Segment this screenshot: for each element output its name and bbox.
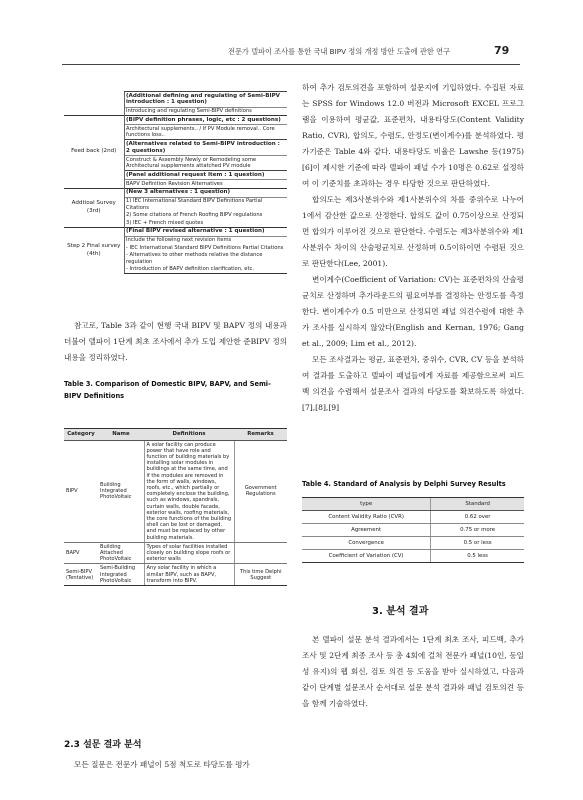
running-title: 전문가 델파이 조사를 통한 국내 BIPV 정의 개정 방안 도출에 관한 연구 [228,47,450,56]
stage-item: (BIPV definition phrases, logic, etc : 2 questions) [124,116,287,125]
type-cell: Content Validity Ratio (CVR) [302,511,431,524]
left-paragraph [64,318,287,366]
name-cell: Building Integrated PhotoVoltaic [98,440,144,542]
stage-label: Step 2 Final survey (4th) [64,227,124,273]
table-row [64,440,287,542]
stage-item: Introducing and regulating Semi-BIPV definitions [124,107,287,116]
col-header: Category [64,429,98,441]
right-paragraphs [302,80,524,416]
standard-cell: 0.5 less [431,550,524,563]
stage-item: 1) IEC International Standard BIPV Definitions Partial Citations [124,197,287,212]
stage-item: 2) Some citations of French Roofing BIPV regulations [124,212,287,220]
definition-cell: Any solar facility in which a similar BIPV, such as BAPV, transform into BIPV. [144,564,234,586]
stage-item: (Alternatives related to Semi-BIPV introduction : 2 questions) [124,140,287,156]
section-3-paragraph [302,632,524,712]
category-cell: BAPV [64,542,98,564]
stage-label: Feed back (2nd) [64,116,124,188]
table-row [302,537,524,550]
paragraph-text: 합의도는 제3사분위수와 제1사분위수의 차를 중위수로 나누어 1에서 감산한 값으로 산정한다. 합의도 값이 0.75이상으로 산정되면 합의가 이루어진 것으로 판단한다. 수렴도는 제3사분위수와 제1사분위수 차이의 산술평균치로 산정하며 0.5이하이면 수렴된 것으로 판단한다(Lee, 2001). [302,195,524,268]
paragraph-text: 변이계수(Coefficient of Variation: CV)는 표준편차의 산술평균치로 산정하며 추가라운드의 필요여부를 결정하는 안정도를 측정한다. 변이계수가 0.5 미만으로 산정되면 패널 의견수렴에 대한 추가 조사를 실시하지 않았다(English and Kernan, 1976; Gang et al., 2009; Lim et al., 2012). [302,275,524,348]
stage-item: - IEC International Standard BIPV Definitions Partial Citations [124,244,287,252]
stage-label: Addtioal Survey (3rd) [64,188,124,227]
name-cell: Building Attached PhotoVoltaic [98,542,144,564]
paragraph-text: 모든 조사결과는 평균, 표준편차, 중위수, CVR, CV 등을 분석하여 결과를 도출하고 델파이 패널들에게 자료를 제공함으로써 피드백 의견을 수렴해서 설문조사 결과의 타당도를 확보하도록 하였다.[7],[8],[9] [302,355,524,412]
remarks-cell: Government Regulations [234,440,287,542]
definition-cell: Types of solar facilities installed closely on building slope roofs or exterior walls [144,542,234,564]
page-number: 79 [494,44,510,57]
type-cell: Coefficient of Variation (CV) [302,550,431,563]
type-cell: Convergence [302,537,431,550]
survey-stage-table [64,91,287,274]
standard-cell: 0.75 or more [431,524,524,537]
table-row [302,550,524,563]
definition-cell: A solar facility can produce power that have role and function of building materials by installing solar modules in buildings at the same time, and if the modules are removed in the form of walls, windows, roofs, etc., which partially or completely enclose the building, such as windows, spandrals, curtain walls, double facade, exterior walls, roofing materials, the core functions of the building shell can be lost or damaged, and must be replaced by other building materials. [144,440,234,542]
type-cell: Agreement [302,524,431,537]
stage-item: 3) IEC + French mixed quotes [124,219,287,227]
paragraph-text: 본 델파이 설문 분석 결과에서는 1단계 최초 조사, 피드백, 추가 조사 및 2단계 최종 조사 등 총 4회에 걸쳐 전문가 패널(10인, 동일성 유지)의 웹 회신, 검토 의견 등 도움을 받아 실시하였고, 다음과 같이 단계별 설문조사 순서대로 설문 분석 결과와 패널 검토의견 등을 함께 기술하였다. [302,635,524,708]
remarks-cell [234,542,287,564]
category-cell: BIPV [64,440,98,542]
stage-item: Architectural supplements.. / If PV Module removal.. Core functions loss.. [124,125,287,140]
stage-item: Include the following next revision items [124,236,287,244]
paragraph-text: 참고로, Table 3과 같이 현행 국내 BIPV 및 BAPV 정의 내용과 더불어 델파이 1단계 최초 조사에서 추가 도입 제안한 준BIPV 정의 내용을 정리하였다. [64,321,287,362]
col-header: Name [98,429,144,441]
standard-cell: 0.62 over [431,511,524,524]
table4-caption: Table 4. Standard of Analysis by Delphi Survey Results [302,480,506,488]
table-row [64,542,287,564]
stage-item: - Introduction of BAPV definition clarification, etc. [124,266,287,274]
stage-item: (Additional defining and regulating of Semi-BIPV introduction : 1 question) [124,92,287,108]
stage-label [64,92,124,116]
stage-item: - Alternatives to other methods relative the distance regulation [124,252,287,266]
stage-item: Construct & Assembly Newly or Remodeling some Architectural supplements attatched PV module [124,156,287,171]
standard-cell: 0.5 or less [431,537,524,550]
table-row [64,564,287,586]
section-2-3-paragraph [64,757,287,773]
col-header: Standard [431,498,524,511]
stage-item: BAPV Definition Revision Alternatives [124,180,287,189]
definitions-table [64,428,287,586]
col-header: Remarks [234,429,287,441]
standards-table [302,497,524,563]
stage-item: (New 3 alternatives : 1 question) [124,188,287,197]
col-header: Definitions [144,429,234,441]
col-header: type [302,498,431,511]
stage-item: (Final BIPV revised alternative : 1 question) [124,227,287,236]
table-row [302,524,524,537]
header-rule [62,64,520,65]
paragraph-text: 하여 추가 검토의견을 포함하여 설문지에 기입하였다. 수집된 자료는 SPSS for Windows 12.0 버전과 Microsoft EXCEL 프로그램을 이용하여 평균값, 표준편차, 내용타당도(Content Validity Ratio, CVR), 합의도, 수렴도, 안정도(변이계수)를 분석하였다. 평가기준은 Table 4와 같다. 내용타당도 비율은 Lawshe 등(1975)[6]이 제시한 기준에 따라 델파이 패널 수가 10명은 0.62로 설정하여 이 기준치를 초과하는 경우 타당한 것으로 판단하였다. [302,83,524,188]
paragraph-text: 모든 질문은 전문가 패널이 5점 척도로 타당도를 평가 [74,760,250,769]
remarks-cell: This time Delphi Suggest [234,564,287,586]
table-row [302,511,524,524]
name-cell: Semi-Building Integrated PhotoVoltaic [98,564,144,586]
table3-caption: Table 3. Comparison of Domestic BIPV, BAPV, and Semi-BIPV Definitions [64,380,271,400]
section-heading: 3. 분석 결과 [372,606,429,617]
stage-item: (Panel additional request Item : 1 question) [124,171,287,180]
category-cell: Semi-BIPV (Tentative) [64,564,98,586]
section-heading: 2.3 설문 결과 분석 [64,740,142,750]
